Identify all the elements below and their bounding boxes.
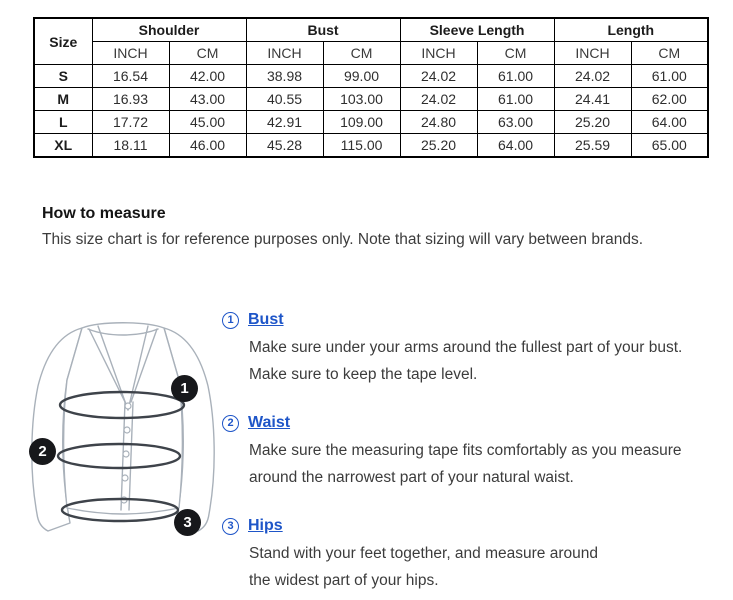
size-column-header: Size [34, 18, 92, 65]
value-cell: 45.00 [169, 111, 246, 134]
value-cell: 46.00 [169, 134, 246, 158]
value-cell: 24.02 [400, 65, 477, 88]
bust-instruction-line: Make sure to keep the tape level. [249, 366, 478, 383]
unit-header: INCH [554, 42, 631, 65]
value-cell: 103.00 [323, 88, 400, 111]
table-header-groups [34, 18, 708, 42]
value-cell: 42.91 [246, 111, 323, 134]
unit-header: INCH [92, 42, 169, 65]
value-cell: 18.11 [92, 134, 169, 158]
hips-link[interactable]: Hips [248, 517, 283, 534]
value-cell: 61.00 [477, 88, 554, 111]
circled-number-2-icon: 2 [222, 415, 239, 432]
value-cell: 25.59 [554, 134, 631, 158]
value-cell: 42.00 [169, 65, 246, 88]
waist-instruction-line: around the narrowest part of your natural waist. [249, 469, 574, 486]
value-cell: 40.55 [246, 88, 323, 111]
value-cell: 24.02 [400, 88, 477, 111]
waist-link[interactable]: Waist [248, 414, 291, 431]
value-cell: 65.00 [631, 134, 708, 158]
circled-number-3-icon: 3 [222, 518, 239, 535]
value-cell: 61.00 [477, 65, 554, 88]
hips-instruction-line: the widest part of your hips. [249, 572, 439, 589]
value-cell: 99.00 [323, 65, 400, 88]
hips-instruction-line: Stand with your feet together, and measure around [249, 545, 598, 562]
unit-header: CM [631, 42, 708, 65]
unit-header: INCH [400, 42, 477, 65]
group-header-sleeve-length: Sleeve Length [400, 18, 554, 42]
group-header-length: Length [554, 18, 708, 42]
value-cell: 25.20 [554, 111, 631, 134]
value-cell: 16.93 [92, 88, 169, 111]
waist-marker-badge: 2 [29, 438, 56, 465]
unit-header: CM [477, 42, 554, 65]
value-cell: 24.02 [554, 65, 631, 88]
unit-header: INCH [246, 42, 323, 65]
size-cell: S [34, 65, 92, 88]
group-header-shoulder: Shoulder [92, 18, 246, 42]
value-cell: 115.00 [323, 134, 400, 158]
unit-header: CM [323, 42, 400, 65]
measure-step-waist [222, 414, 717, 491]
measure-step-hips [222, 517, 717, 594]
how-to-measure-note: This size chart is for reference purposes only. Note that sizing will vary between brands. [42, 231, 644, 248]
value-cell: 17.72 [92, 111, 169, 134]
value-cell: 109.00 [323, 111, 400, 134]
unit-header: CM [169, 42, 246, 65]
size-cell: XL [34, 134, 92, 158]
value-cell: 61.00 [631, 65, 708, 88]
value-cell: 16.54 [92, 65, 169, 88]
button [123, 451, 129, 457]
table-row [34, 134, 708, 158]
hips-marker-badge: 3 [174, 509, 201, 536]
value-cell: 64.00 [631, 111, 708, 134]
value-cell: 43.00 [169, 88, 246, 111]
size-cell: M [34, 88, 92, 111]
bust-marker-badge: 1 [171, 375, 198, 402]
value-cell: 24.41 [554, 88, 631, 111]
table-row [34, 65, 708, 88]
button [125, 403, 131, 409]
waist-instruction-line: Make sure the measuring tape fits comfortably as you measure [249, 442, 682, 459]
bust-instruction-line: Make sure under your arms around the fullest part of your bust. [249, 339, 683, 356]
size-table [33, 17, 709, 158]
button [124, 427, 130, 433]
circled-number-1-icon: 1 [222, 312, 239, 329]
table-header-units [34, 42, 708, 65]
value-cell: 63.00 [477, 111, 554, 134]
table-row [34, 88, 708, 111]
value-cell: 24.80 [400, 111, 477, 134]
table-row [34, 111, 708, 134]
value-cell: 64.00 [477, 134, 554, 158]
bust-link[interactable]: Bust [248, 311, 284, 328]
value-cell: 38.98 [246, 65, 323, 88]
value-cell: 62.00 [631, 88, 708, 111]
value-cell: 45.28 [246, 134, 323, 158]
group-header-bust: Bust [246, 18, 400, 42]
value-cell: 25.20 [400, 134, 477, 158]
button [122, 475, 128, 481]
size-cell: L [34, 111, 92, 134]
measure-step-bust [222, 311, 717, 388]
how-to-measure-title: How to measure [42, 205, 166, 222]
